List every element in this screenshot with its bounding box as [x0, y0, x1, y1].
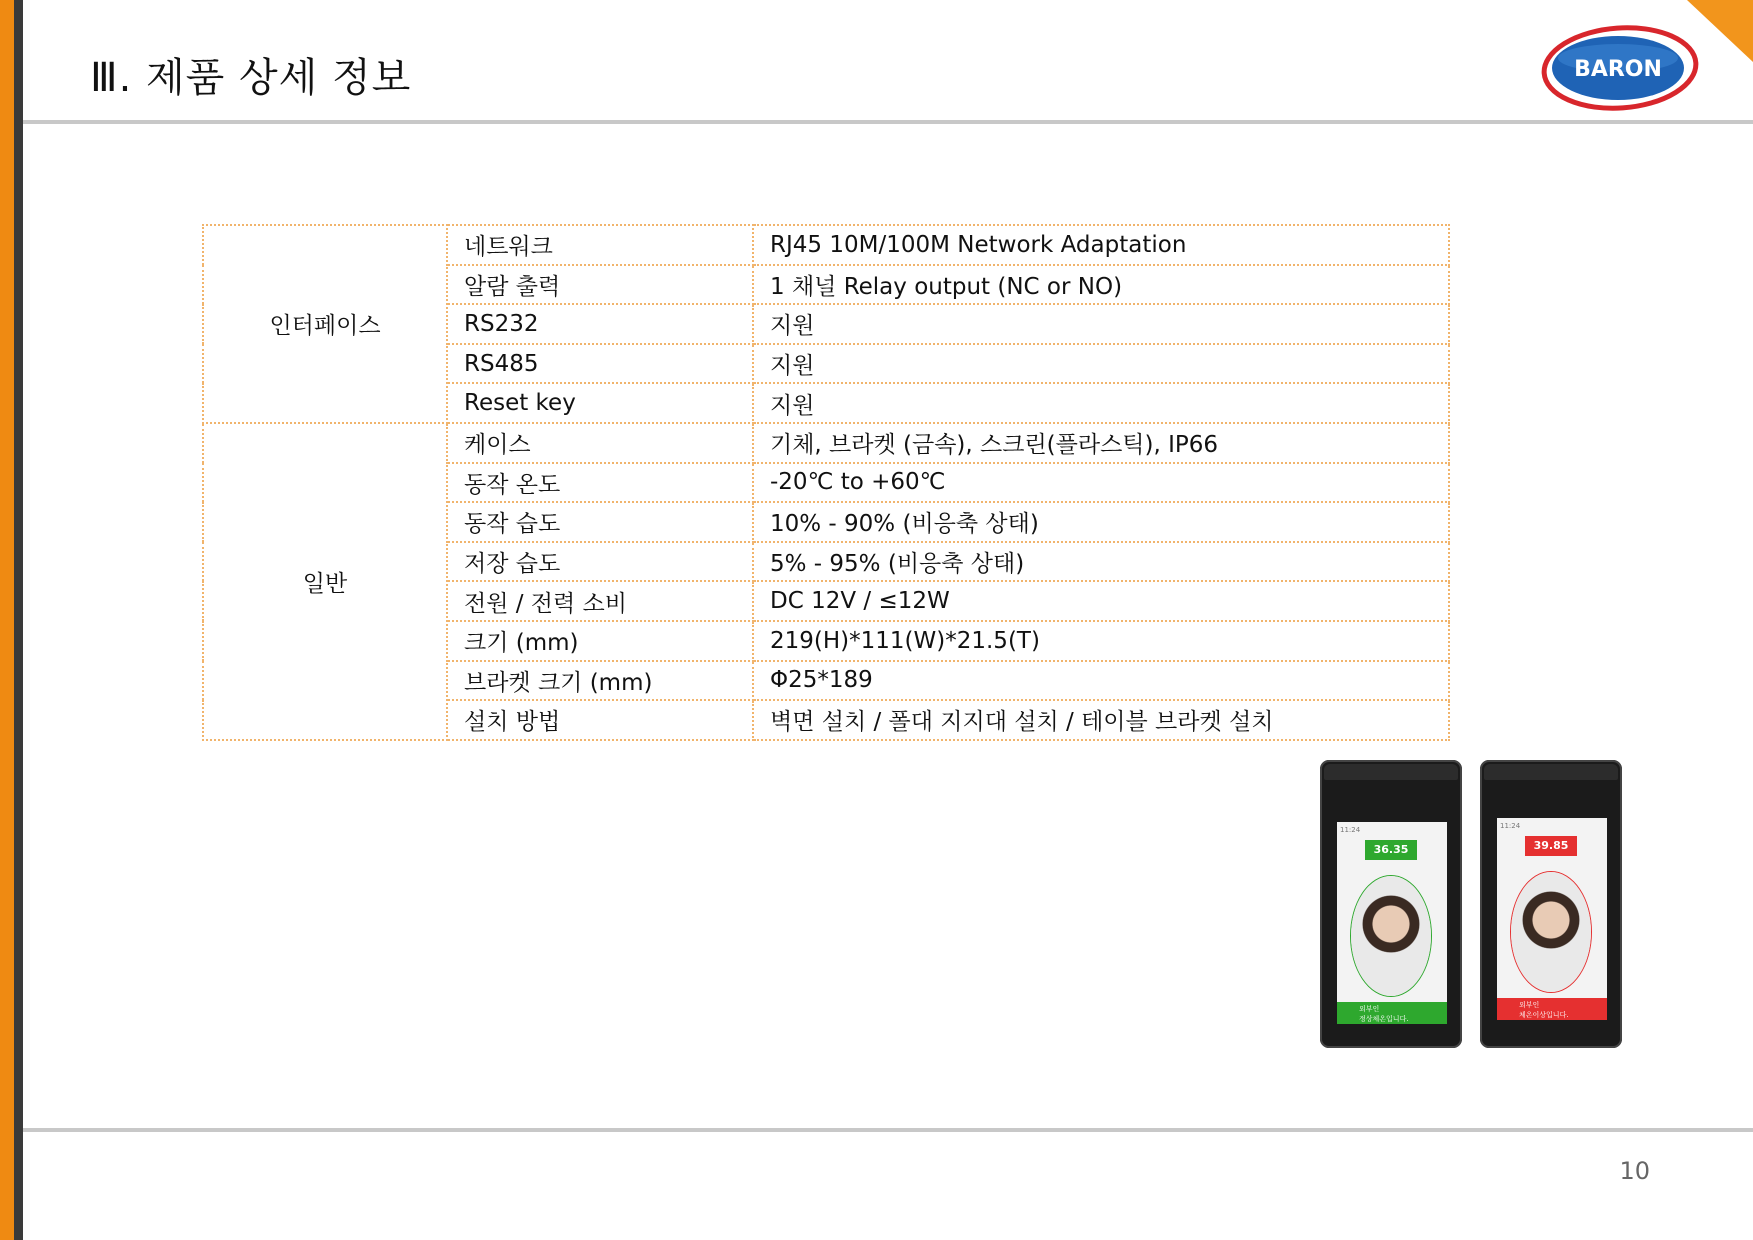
face-photo: [1511, 872, 1591, 992]
accent-bar-dark: [14, 0, 23, 1240]
footer-line1: 외부인: [1359, 1005, 1380, 1013]
value-cell: 5% - 95% (비응축 상태): [753, 542, 1449, 582]
footer-rule: [23, 1128, 1753, 1132]
value-cell: 10% - 90% (비응축 상태): [753, 502, 1449, 542]
spec-table: [202, 224, 1450, 741]
category-cell: 인터페이스: [203, 225, 447, 423]
item-cell: 알람 출력: [447, 265, 753, 305]
item-cell: Reset key: [447, 383, 753, 423]
item-cell: 네트워크: [447, 225, 753, 265]
page-number: 10: [1619, 1157, 1650, 1185]
temperature-badge: 39.85: [1525, 836, 1577, 856]
item-cell: RS485: [447, 344, 753, 384]
value-cell: 지원: [753, 383, 1449, 423]
device-images: [1318, 760, 1624, 1050]
header-rule: [23, 120, 1753, 124]
device-normal-temp: [1320, 760, 1462, 1048]
footer-line2: 체온이상입니다.: [1519, 1011, 1569, 1019]
value-cell: 기체, 브라켓 (금속), 스크린(플라스틱), IP66: [753, 423, 1449, 463]
footer-line2: 정상체온입니다.: [1359, 1015, 1409, 1023]
value-cell: 지원: [753, 344, 1449, 384]
device-high-temp: [1480, 760, 1622, 1048]
device-screen: [1497, 818, 1607, 1020]
item-cell: 설치 방법: [447, 700, 753, 740]
item-cell: 전원 / 전력 소비: [447, 581, 753, 621]
value-cell: DC 12V / ≤12W: [753, 581, 1449, 621]
item-cell: 케이스: [447, 423, 753, 463]
item-cell: RS232: [447, 304, 753, 344]
device-camera-bar: [1324, 764, 1458, 780]
page-title: Ⅲ. 제품 상세 정보: [90, 55, 412, 101]
footer-line1: 외부인: [1519, 1001, 1540, 1009]
value-cell: RJ45 10M/100M Network Adaptation: [753, 225, 1449, 265]
item-cell: 동작 온도: [447, 463, 753, 503]
device-screen: [1337, 822, 1447, 1024]
device-camera-bar: [1484, 764, 1618, 780]
value-cell: Φ25*189: [753, 661, 1449, 701]
value-cell: -20℃ to +60℃: [753, 463, 1449, 503]
item-cell: 브라켓 크기 (mm): [447, 661, 753, 701]
category-cell: 일반: [203, 423, 447, 740]
value-cell: 벽면 설치 / 폴대 지지대 설치 / 테이블 브라켓 설치: [753, 700, 1449, 740]
table-row: [203, 225, 1449, 265]
logo-text: BARON: [1574, 57, 1662, 82]
screen-time: 11:24: [1340, 826, 1361, 834]
item-cell: 동작 습도: [447, 502, 753, 542]
value-cell: 1 채널 Relay output (NC or NO): [753, 265, 1449, 305]
item-cell: 크기 (mm): [447, 621, 753, 661]
status-footer: [1337, 1002, 1447, 1024]
status-footer: [1497, 998, 1607, 1020]
face-photo: [1351, 876, 1431, 996]
value-cell: 지원: [753, 304, 1449, 344]
table-row: [203, 423, 1449, 463]
item-cell: 저장 습도: [447, 542, 753, 582]
value-cell: 219(H)*111(W)*21.5(T): [753, 621, 1449, 661]
temperature-badge: 36.35: [1365, 840, 1417, 860]
baron-logo: [1540, 22, 1700, 114]
accent-bar: [0, 0, 14, 1240]
screen-time: 11:24: [1500, 822, 1521, 830]
